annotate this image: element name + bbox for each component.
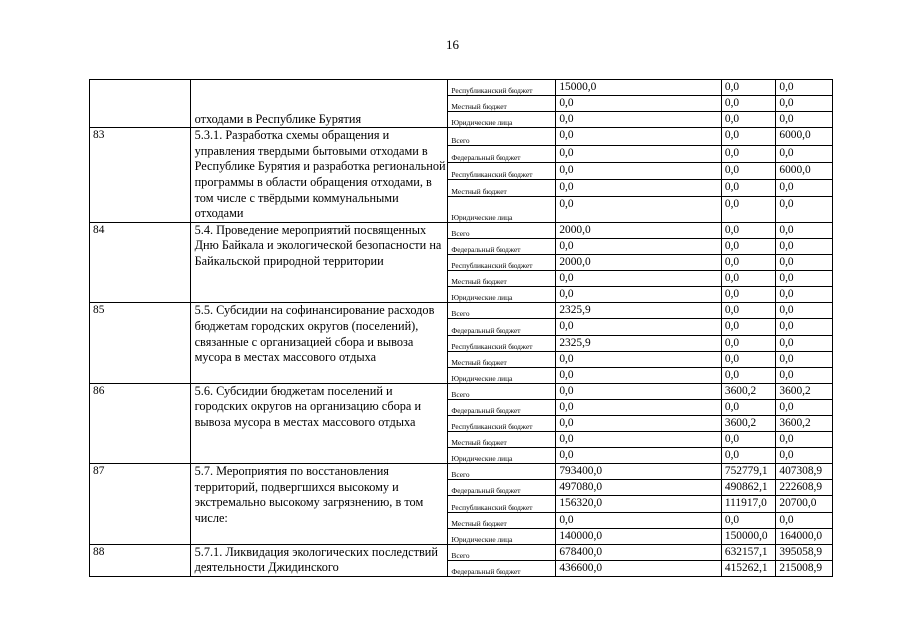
value-cell-1: 140000,0 <box>556 528 722 544</box>
activity-name-cell: 5.7.1. Ликвидация экологических последствий деятельности Джидинского <box>190 544 448 576</box>
value-cell-1: 0,0 <box>556 197 722 223</box>
row-number-cell: 83 <box>90 128 191 223</box>
value-cell-1: 0,0 <box>556 145 722 162</box>
activity-name-cell: 5.4. Проведение мероприятий посвященных Дню Байкала и экологической безопасности на Байкальской природной территории <box>190 222 448 302</box>
funding-source-cell: Местный бюджет <box>448 351 556 367</box>
value-cell-3: 0,0 <box>776 399 833 415</box>
value-cell-1: 436600,0 <box>556 560 722 576</box>
value-cell-1: 2325,9 <box>556 303 722 319</box>
table-row <box>90 128 833 145</box>
funding-source-cell: Всего <box>448 464 556 480</box>
value-cell-1: 0,0 <box>556 351 722 367</box>
funding-source-cell: Местный бюджет <box>448 179 556 196</box>
value-cell-3: 395058,9 <box>776 544 833 560</box>
funding-source-cell: Всего <box>448 303 556 319</box>
funding-source-cell: Федеральный бюджет <box>448 145 556 162</box>
value-cell-3: 6000,0 <box>776 162 833 179</box>
value-cell-2: 3600,2 <box>721 415 775 431</box>
table-row <box>90 303 833 319</box>
funding-source-cell: Местный бюджет <box>448 432 556 448</box>
funding-source-cell: Республиканский бюджет <box>448 255 556 271</box>
funding-source-cell: Всего <box>448 222 556 238</box>
funding-source-cell: Республиканский бюджет <box>448 162 556 179</box>
funding-source-cell: Всего <box>448 128 556 145</box>
value-cell-2: 0,0 <box>721 303 775 319</box>
value-cell-2: 0,0 <box>721 351 775 367</box>
value-cell-1: 0,0 <box>556 415 722 431</box>
value-cell-2: 632157,1 <box>721 544 775 560</box>
value-cell-2: 752779,1 <box>721 464 775 480</box>
funding-source-cell: Юридические лица <box>448 448 556 464</box>
value-cell-3: 0,0 <box>776 367 833 383</box>
value-cell-2: 490862,1 <box>721 480 775 496</box>
row-number-cell: 88 <box>90 544 191 576</box>
value-cell-3: 0,0 <box>776 255 833 271</box>
value-cell-1: 0,0 <box>556 179 722 196</box>
value-cell-2: 0,0 <box>721 80 775 96</box>
value-cell-2: 415262,1 <box>721 560 775 576</box>
row-number-cell: 87 <box>90 464 191 544</box>
value-cell-2: 0,0 <box>721 255 775 271</box>
funding-source-cell: Федеральный бюджет <box>448 238 556 254</box>
activity-name-cell: 5.7. Мероприятия по восстановления территорий, подвергшихся высокому и экстремально высокому загрязнению, в том числе: <box>190 464 448 544</box>
value-cell-3: 0,0 <box>776 287 833 303</box>
value-cell-3: 0,0 <box>776 112 833 128</box>
value-cell-3: 0,0 <box>776 238 833 254</box>
funding-source-cell: Юридические лица <box>448 197 556 223</box>
row-number-cell <box>90 80 191 128</box>
value-cell-1: 156320,0 <box>556 496 722 512</box>
value-cell-2: 0,0 <box>721 448 775 464</box>
value-cell-2: 0,0 <box>721 367 775 383</box>
funding-source-cell: Всего <box>448 383 556 399</box>
value-cell-2: 0,0 <box>721 162 775 179</box>
value-cell-1: 0,0 <box>556 399 722 415</box>
value-cell-1: 2000,0 <box>556 222 722 238</box>
value-cell-1: 0,0 <box>556 287 722 303</box>
table-row <box>90 464 833 480</box>
budget-table-body <box>90 80 833 577</box>
value-cell-3: 407308,9 <box>776 464 833 480</box>
row-number-cell: 86 <box>90 383 191 463</box>
budget-table <box>89 79 833 577</box>
value-cell-1: 0,0 <box>556 383 722 399</box>
activity-name-cell: 5.3.1. Разработка схемы обращения и управления твердыми бытовыми отходами в Республике Бурятия и разработка региональной программы в области обращения отходами, в том числе с твёрдыми коммунальными отходами <box>190 128 448 223</box>
value-cell-3: 215008,9 <box>776 560 833 576</box>
value-cell-1: 15000,0 <box>556 80 722 96</box>
value-cell-3: 20700,0 <box>776 496 833 512</box>
funding-source-cell: Местный бюджет <box>448 512 556 528</box>
funding-source-cell: Республиканский бюджет <box>448 496 556 512</box>
value-cell-2: 0,0 <box>721 128 775 145</box>
value-cell-1: 0,0 <box>556 271 722 287</box>
value-cell-2: 0,0 <box>721 319 775 335</box>
funding-source-cell: Юридические лица <box>448 112 556 128</box>
value-cell-3: 0,0 <box>776 303 833 319</box>
value-cell-3: 3600,2 <box>776 383 833 399</box>
value-cell-2: 0,0 <box>721 145 775 162</box>
row-number-cell: 85 <box>90 303 191 383</box>
value-cell-1: 2000,0 <box>556 255 722 271</box>
value-cell-3: 0,0 <box>776 512 833 528</box>
value-cell-3: 0,0 <box>776 80 833 96</box>
value-cell-2: 0,0 <box>721 112 775 128</box>
table-row <box>90 222 833 238</box>
value-cell-2: 3600,2 <box>721 383 775 399</box>
value-cell-3: 0,0 <box>776 222 833 238</box>
funding-source-cell: Всего <box>448 544 556 560</box>
activity-name-cell: отходами в Республике Бурятия <box>190 80 448 128</box>
funding-source-cell: Юридические лица <box>448 287 556 303</box>
funding-source-cell: Федеральный бюджет <box>448 560 556 576</box>
value-cell-1: 0,0 <box>556 512 722 528</box>
value-cell-3: 0,0 <box>776 197 833 223</box>
value-cell-3: 0,0 <box>776 335 833 351</box>
value-cell-2: 0,0 <box>721 271 775 287</box>
value-cell-3: 0,0 <box>776 179 833 196</box>
value-cell-1: 497080,0 <box>556 480 722 496</box>
activity-name-cell: 5.5. Субсидии на софинансирование расходов бюджетам городских округов (поселений), связанные с организацией сбора и вывоза мусора в местах массового отдыха <box>190 303 448 383</box>
value-cell-1: 0,0 <box>556 96 722 112</box>
value-cell-3: 0,0 <box>776 271 833 287</box>
value-cell-3: 0,0 <box>776 145 833 162</box>
value-cell-3: 222608,9 <box>776 480 833 496</box>
table-row <box>90 544 833 560</box>
value-cell-1: 793400,0 <box>556 464 722 480</box>
value-cell-2: 0,0 <box>721 96 775 112</box>
funding-source-cell: Местный бюджет <box>448 96 556 112</box>
value-cell-1: 0,0 <box>556 112 722 128</box>
funding-source-cell: Федеральный бюджет <box>448 480 556 496</box>
value-cell-1: 0,0 <box>556 367 722 383</box>
value-cell-3: 0,0 <box>776 96 833 112</box>
value-cell-1: 0,0 <box>556 162 722 179</box>
value-cell-1: 678400,0 <box>556 544 722 560</box>
value-cell-3: 164000,0 <box>776 528 833 544</box>
value-cell-2: 0,0 <box>721 222 775 238</box>
funding-source-cell: Юридические лица <box>448 528 556 544</box>
value-cell-3: 0,0 <box>776 432 833 448</box>
value-cell-2: 0,0 <box>721 287 775 303</box>
activity-name-cell: 5.6. Субсидии бюджетам поселений и городских округов на организацию сбора и вывоза мусора в местах массового отдыха <box>190 383 448 463</box>
value-cell-3: 0,0 <box>776 319 833 335</box>
value-cell-2: 0,0 <box>721 399 775 415</box>
funding-source-cell: Республиканский бюджет <box>448 80 556 96</box>
funding-source-cell: Местный бюджет <box>448 271 556 287</box>
value-cell-2: 111917,0 <box>721 496 775 512</box>
value-cell-3: 6000,0 <box>776 128 833 145</box>
value-cell-3: 3600,2 <box>776 415 833 431</box>
value-cell-1: 0,0 <box>556 448 722 464</box>
value-cell-3: 0,0 <box>776 351 833 367</box>
value-cell-2: 0,0 <box>721 432 775 448</box>
value-cell-2: 150000,0 <box>721 528 775 544</box>
value-cell-1: 2325,9 <box>556 335 722 351</box>
value-cell-3: 0,0 <box>776 448 833 464</box>
page-number: 16 <box>446 37 459 52</box>
value-cell-1: 0,0 <box>556 432 722 448</box>
value-cell-1: 0,0 <box>556 319 722 335</box>
value-cell-2: 0,0 <box>721 179 775 196</box>
value-cell-2: 0,0 <box>721 335 775 351</box>
funding-source-cell: Федеральный бюджет <box>448 319 556 335</box>
value-cell-1: 0,0 <box>556 238 722 254</box>
funding-source-cell: Республиканский бюджет <box>448 415 556 431</box>
row-number-cell: 84 <box>90 222 191 302</box>
funding-source-cell: Юридические лица <box>448 367 556 383</box>
table-row <box>90 80 833 96</box>
value-cell-2: 0,0 <box>721 512 775 528</box>
value-cell-2: 0,0 <box>721 238 775 254</box>
funding-source-cell: Федеральный бюджет <box>448 399 556 415</box>
funding-source-cell: Республиканский бюджет <box>448 335 556 351</box>
value-cell-1: 0,0 <box>556 128 722 145</box>
value-cell-2: 0,0 <box>721 197 775 223</box>
table-row <box>90 383 833 399</box>
